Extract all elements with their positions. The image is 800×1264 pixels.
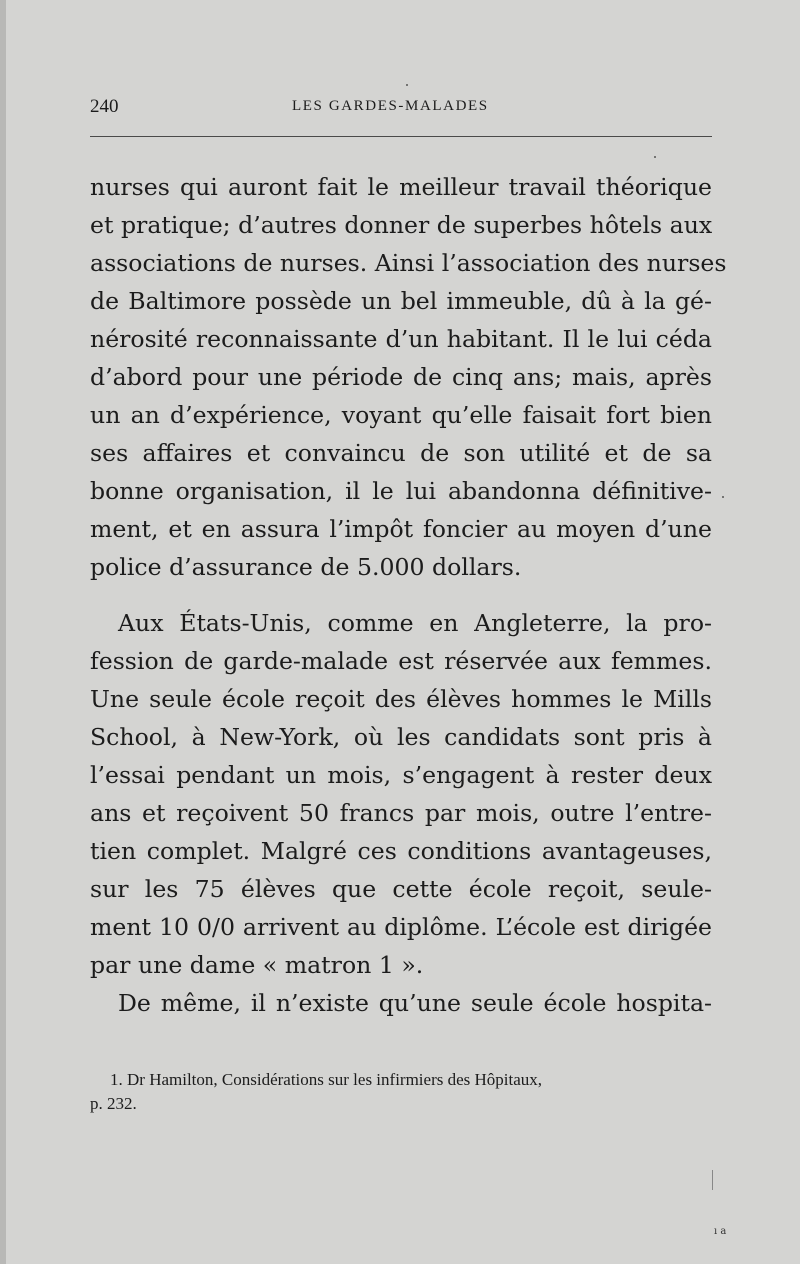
text-line: School, à New-York, où les candidats sont pris à bbox=[90, 723, 712, 751]
text-line: nérosité reconnaissante d’un habitant. Il le lui céda bbox=[90, 325, 712, 353]
text-line: un an d’expérience, voyant qu’elle faisait fort bien bbox=[90, 401, 712, 429]
text-line: nurses qui auront fait le meilleur travail théorique bbox=[90, 173, 712, 201]
running-header bbox=[90, 96, 712, 120]
paper-speck bbox=[654, 156, 656, 158]
text-line: ses affaires et convaincu de son utilité et de sa bbox=[90, 439, 712, 467]
running-title: LES GARDES-MALADES bbox=[292, 98, 489, 114]
text-line: police d’assurance de 5.000 dollars. bbox=[90, 553, 522, 581]
text-line: De même, il n’existe qu’une seule école hospita- bbox=[118, 989, 712, 1017]
text-line: fession de garde-malade est réservée aux femmes. bbox=[90, 647, 712, 675]
text-line: l’essai pendant un mois, s’engagent à rester deux bbox=[90, 761, 712, 789]
footnote bbox=[90, 1068, 712, 1116]
text-line: de Baltimore possède un bel immeuble, dû à la gé- bbox=[90, 287, 712, 315]
paper-scratch bbox=[712, 1170, 713, 1190]
page-number: 240 bbox=[90, 96, 119, 117]
paper-speck bbox=[722, 496, 724, 498]
text-line: ment, et en assura l’impôt foncier au moyen d’une bbox=[90, 515, 712, 543]
text-line: tien complet. Malgré ces conditions avantageuses, bbox=[90, 837, 712, 865]
header-rule bbox=[90, 136, 712, 137]
text-line: ment 10 0/0 arrivent au diplôme. L’école est dirigée bbox=[90, 913, 712, 941]
body-text bbox=[90, 168, 727, 1022]
text-line: d’abord pour une période de cinq ans; mais, après bbox=[90, 363, 712, 391]
footnote-line: p. 232. bbox=[90, 1094, 137, 1113]
text-line: Une seule école reçoit des élèves hommes le Mills bbox=[90, 685, 712, 713]
footnote-line: 1. Dr Hamilton, Considérations sur les infirmiers des Hôpitaux, bbox=[110, 1070, 543, 1089]
text-line: ans et reçoivent 50 francs par mois, outre l’entre- bbox=[90, 799, 712, 827]
paper-speck bbox=[406, 84, 408, 86]
text-line: associations de nurses. Ainsi l’association des nurses bbox=[90, 249, 727, 277]
corner-mark: ı a bbox=[714, 1226, 727, 1237]
paragraph-gap bbox=[90, 586, 712, 604]
text-line: sur les 75 élèves que cette école reçoit, seule- bbox=[90, 875, 712, 903]
text-line: par une dame « matron 1 ». bbox=[90, 951, 424, 979]
text-line: et pratique; d’autres donner de superbes hôtels aux bbox=[90, 211, 713, 239]
text-line: Aux États-Unis, comme en Angleterre, la pro- bbox=[118, 609, 712, 637]
text-line: bonne organisation, il le lui abandonna définitive- bbox=[90, 477, 712, 505]
page-edge-shadow bbox=[0, 0, 6, 1264]
